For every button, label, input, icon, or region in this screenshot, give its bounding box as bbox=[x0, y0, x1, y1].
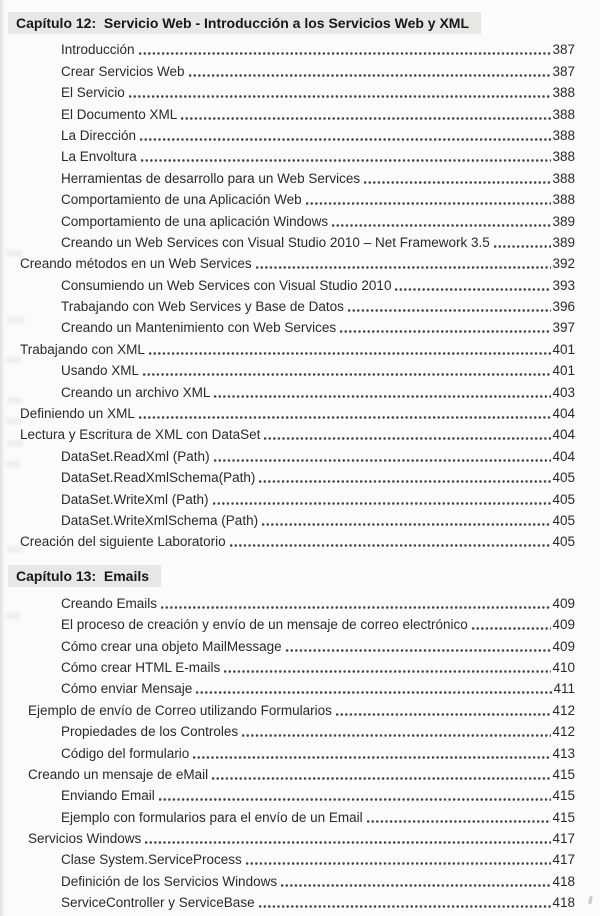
toc-entry-page: 388 bbox=[552, 170, 575, 186]
toc-entry-title: Ejemplo de envío de Correo utilizando Formularios bbox=[28, 702, 332, 718]
toc-entry-title: Cómo crear HTML E-mails bbox=[61, 659, 221, 675]
toc-entry bbox=[0, 827, 600, 848]
toc-entry-page: 389 bbox=[552, 213, 575, 229]
toc-entry-page: 409 bbox=[552, 595, 575, 611]
toc-dot-leader bbox=[193, 755, 551, 760]
toc-entry-title: DataSet.ReadXml (Path) bbox=[61, 448, 210, 464]
toc-dot-leader bbox=[143, 372, 551, 377]
toc-entry-page: 415 bbox=[552, 788, 575, 804]
toc-dot-leader bbox=[264, 436, 551, 441]
toc-dot-leader bbox=[213, 501, 552, 506]
toc-dot-leader bbox=[259, 479, 551, 484]
toc-dot-leader bbox=[256, 265, 552, 270]
toc-dot-leader bbox=[189, 73, 552, 78]
toc-entry-page: 411 bbox=[553, 681, 575, 697]
toc-dot-leader bbox=[149, 351, 552, 356]
toc-entry-title: La Envoltura bbox=[61, 149, 137, 165]
chapter-header-label: Capítulo 12: Servicio Web - Introducción a los Servicios Web y XML bbox=[8, 12, 481, 34]
toc-entry bbox=[0, 252, 600, 273]
toc-dot-leader bbox=[224, 669, 551, 674]
toc-entry bbox=[0, 81, 600, 102]
toc-entry-title: Cómo crear una objeto MailMessage bbox=[61, 638, 282, 654]
toc-entry-page: 388 bbox=[552, 192, 575, 208]
toc-entry-title: Cómo enviar Mensaje bbox=[61, 681, 193, 697]
toc-entry-page: 415 bbox=[552, 809, 575, 825]
toc-entry bbox=[0, 784, 600, 805]
toc-entry bbox=[0, 487, 600, 508]
toc-entry bbox=[0, 891, 600, 912]
toc-entry-page: 404 bbox=[552, 448, 575, 464]
toc-entry-page: 401 bbox=[552, 363, 575, 379]
toc-entry-title: Creando un Mantenimiento con Web Services bbox=[61, 320, 337, 336]
toc-entry-title: El Servicio bbox=[61, 85, 125, 101]
toc-entry-title: DataSet.WriteXml (Path) bbox=[61, 491, 209, 507]
toc-entry-title: DataSet.ReadXmlSchema(Path) bbox=[61, 470, 256, 486]
toc-entry bbox=[0, 145, 600, 166]
toc-entry-title: Usando XML bbox=[61, 363, 140, 379]
toc-dot-leader bbox=[281, 883, 551, 888]
toc-dot-leader bbox=[242, 733, 551, 738]
chapter-header bbox=[0, 12, 600, 34]
toc-section-capitulo-13 bbox=[0, 565, 600, 912]
toc-entry bbox=[0, 444, 600, 465]
toc-dot-leader bbox=[472, 626, 552, 631]
toc-dot-leader bbox=[139, 415, 552, 420]
toc-dot-leader bbox=[230, 543, 552, 548]
toc-entry-title: Creación del siguiente Laboratorio bbox=[20, 534, 226, 550]
toc-dot-leader bbox=[246, 861, 552, 866]
toc-entry bbox=[0, 869, 600, 890]
toc-entry-title: Creando un mensaje de eMail bbox=[28, 766, 209, 782]
toc-entry-page: 417 bbox=[552, 852, 575, 868]
toc-entry bbox=[0, 763, 600, 784]
toc-dot-leader bbox=[145, 840, 551, 845]
toc-dot-leader bbox=[161, 605, 551, 610]
toc-entry-page: 404 bbox=[552, 427, 575, 443]
toc-dot-leader bbox=[259, 904, 552, 909]
toc-section-capitulo-12 bbox=[0, 12, 600, 551]
toc-entry-page: 388 bbox=[552, 106, 575, 122]
toc-dot-leader bbox=[364, 180, 551, 185]
toc-dot-leader bbox=[212, 776, 551, 781]
toc-entry-title: Definición de los Servicios Windows bbox=[61, 873, 278, 889]
toc-entry-page: 392 bbox=[552, 256, 575, 272]
toc-entry bbox=[0, 720, 600, 741]
toc-entry-page: 387 bbox=[552, 42, 575, 58]
toc-entry-title: El Documento XML bbox=[61, 106, 178, 122]
toc-entry bbox=[0, 38, 600, 59]
toc-entry-title: Consumiendo un Web Services con Visual Studio 2010 bbox=[61, 277, 392, 293]
toc-entry-title: Creando un Web Services con Visual Studio 2010 – Net Framework 3.5 bbox=[61, 234, 490, 250]
toc-entry-title: Ejemplo con formularios para el envío de un Email bbox=[61, 809, 363, 825]
toc-entry-page: 418 bbox=[552, 873, 575, 889]
toc-entry-page: 404 bbox=[552, 406, 575, 422]
toc-entry-page: 387 bbox=[552, 63, 575, 79]
toc-entry-title: La Dirección bbox=[61, 127, 137, 143]
toc-dot-leader bbox=[332, 223, 551, 228]
toc-entry-title: Lectura y Escritura de XML con DataSet bbox=[20, 427, 261, 443]
toc-entry bbox=[0, 741, 600, 762]
toc-entry-page: 409 bbox=[552, 638, 575, 654]
toc-entry-title: Enviando Email bbox=[61, 788, 155, 804]
toc-dot-leader bbox=[129, 94, 552, 99]
toc-entry-page: 397 bbox=[552, 320, 575, 336]
toc-entry-title: Crear Servicios Web bbox=[61, 63, 185, 79]
toc-entry-list bbox=[0, 591, 600, 912]
toc-entry-title: Creando un archivo XML bbox=[61, 384, 211, 400]
toc-entry bbox=[0, 530, 600, 551]
toc-entry bbox=[0, 359, 600, 380]
toc-entry bbox=[0, 124, 600, 145]
toc-entry-page: 413 bbox=[552, 745, 575, 761]
toc-dot-leader bbox=[214, 394, 551, 399]
toc-entry-page: 412 bbox=[552, 724, 575, 740]
toc-dot-leader bbox=[139, 51, 552, 56]
toc-entry-page: 415 bbox=[552, 766, 575, 782]
toc-entry bbox=[0, 848, 600, 869]
toc-entry-page: 418 bbox=[552, 895, 575, 911]
toc-entry-page: 405 bbox=[552, 512, 575, 528]
toc-entry-title: Código del formulario bbox=[61, 745, 190, 761]
toc-entry-title: Trabajando con XML bbox=[20, 341, 145, 357]
toc-entry-page: 405 bbox=[552, 534, 575, 550]
toc-entry-title: Clase System.ServiceProcess bbox=[61, 852, 242, 868]
toc-entry bbox=[0, 273, 600, 294]
toc-entry-title: Trabajando con Web Services y Base de Datos bbox=[61, 299, 344, 315]
toc-entry bbox=[0, 677, 600, 698]
toc-entry-page: 417 bbox=[552, 831, 575, 847]
toc-entry-page: 388 bbox=[552, 85, 575, 101]
toc-entry bbox=[0, 466, 600, 487]
toc-entry bbox=[0, 656, 600, 677]
toc-dot-leader bbox=[494, 244, 552, 249]
toc-entry-title: Propiedades de los Controles bbox=[61, 724, 239, 740]
toc-dot-leader bbox=[395, 287, 551, 292]
toc-entry bbox=[0, 380, 600, 401]
toc-entry-title: Introducción bbox=[61, 42, 135, 58]
toc-entry bbox=[0, 188, 600, 209]
toc-entry bbox=[0, 805, 600, 826]
toc-entry-title: Comportamiento de una Aplicación Web bbox=[61, 192, 302, 208]
toc-dot-leader bbox=[159, 797, 552, 802]
toc-entry-page: 388 bbox=[552, 149, 575, 165]
toc-entry-page: 405 bbox=[552, 470, 575, 486]
toc-entry bbox=[0, 231, 600, 252]
toc-entry-page: 389 bbox=[552, 234, 575, 250]
toc-entry bbox=[0, 337, 600, 358]
toc-entry-title: Servicios Windows bbox=[28, 831, 142, 847]
toc-entry-page: 403 bbox=[552, 384, 575, 400]
toc-entry-page: 396 bbox=[552, 299, 575, 315]
toc-entry bbox=[0, 634, 600, 655]
toc-entry bbox=[0, 591, 600, 612]
toc-entry-title: DataSet.WriteXmlSchema (Path) bbox=[61, 512, 259, 528]
toc-entry bbox=[0, 402, 600, 423]
toc-dot-leader bbox=[262, 522, 551, 527]
toc-entry-page: 393 bbox=[552, 277, 575, 293]
toc-entry-page: 409 bbox=[552, 617, 575, 633]
toc-entry bbox=[0, 209, 600, 230]
toc-entry bbox=[0, 166, 600, 187]
toc-entry-title: Comportamiento de una aplicación Windows bbox=[61, 213, 329, 229]
toc-entry-title: Creando Emails bbox=[61, 595, 158, 611]
chapter-header bbox=[0, 565, 600, 587]
toc-entry-title: Definiendo un XML bbox=[20, 406, 135, 422]
toc-dot-leader bbox=[141, 158, 552, 163]
toc-entry-page: 410 bbox=[552, 659, 575, 675]
toc-dot-leader bbox=[336, 712, 552, 717]
toc-entry-page: 405 bbox=[552, 491, 575, 507]
toc-entry bbox=[0, 316, 600, 337]
toc-entry-page: 401 bbox=[552, 341, 575, 357]
toc-dot-leader bbox=[348, 308, 552, 313]
toc-dot-leader bbox=[181, 116, 551, 121]
toc-entry-title: Herramientas de desarrollo para un Web Services bbox=[61, 170, 361, 186]
toc-entry bbox=[0, 509, 600, 530]
toc-entry bbox=[0, 102, 600, 123]
toc-dot-leader bbox=[214, 458, 552, 463]
toc-entry-page: 388 bbox=[552, 127, 575, 143]
chapter-header-label: Capítulo 13: Emails bbox=[8, 565, 161, 587]
toc-entry-title: ServiceController y ServiceBase bbox=[61, 895, 255, 911]
toc-entry bbox=[0, 59, 600, 80]
toc-dot-leader bbox=[140, 137, 551, 142]
toc-dot-leader bbox=[306, 201, 552, 206]
toc-entry bbox=[0, 423, 600, 444]
toc-entry bbox=[0, 295, 600, 316]
toc-entry-page: 412 bbox=[552, 702, 575, 718]
toc-dot-leader bbox=[367, 819, 552, 824]
toc-dot-leader bbox=[286, 648, 552, 653]
toc-entry bbox=[0, 613, 600, 634]
toc-dot-leader bbox=[340, 329, 551, 334]
toc-entry-list bbox=[0, 38, 600, 551]
toc-entry-title: El proceso de creación y envío de un mensaje de correo electrónico bbox=[61, 617, 468, 633]
toc-entry bbox=[0, 698, 600, 719]
toc-entry-title: Creando métodos en un Web Services bbox=[20, 256, 252, 272]
toc-dot-leader bbox=[196, 690, 552, 695]
